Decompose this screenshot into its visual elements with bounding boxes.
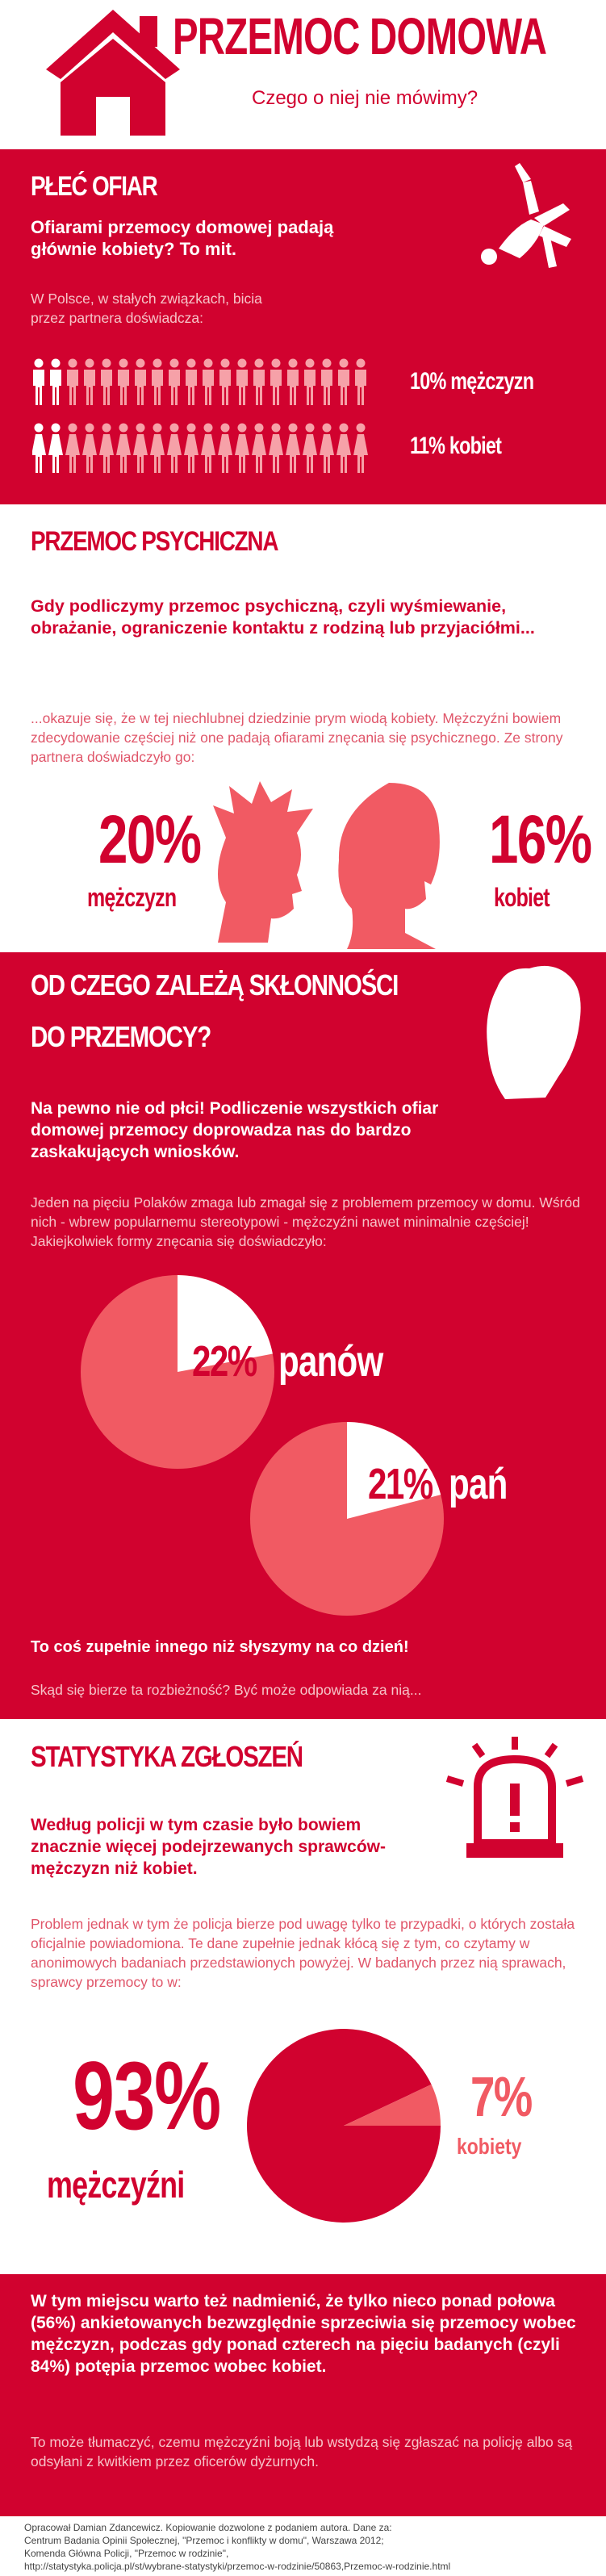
victims-heading: PŁEĆ OFIAR — [31, 171, 157, 202]
men-bicie-stat: 10% mężczyzn — [410, 368, 534, 395]
man-figure-icon — [118, 359, 129, 406]
reports-men-value: 93% — [73, 2042, 220, 2150]
psych-heading: PRZEMOC PSYCHICZNA — [31, 526, 278, 557]
man-figure-icon — [67, 359, 78, 406]
tendency-heading-line1: OD CZEGO ZALEŻĄ SKŁONNOŚCI — [31, 968, 399, 1002]
credits-link[interactable]: http://statystyka.policja.pl/st/wybrane-statystyki/przemoc-w-rodzinie/50863,Przemoc-w-rodzinie.html — [24, 2561, 451, 2572]
reports-body: Problem jednak w tym że policja bierze pod uwagę tylko te przypadki, o których została oficjalnie powiadomiona. Te dane zupełnie jednak kłócą się z tym, co czytamy w anonimowych badaniach przedstawionych powyżej. W badanych przez nią sprawach, sprawcy przemocy to w: — [31, 1916, 575, 1990]
woman-figure-icon — [320, 424, 334, 474]
tendency-women-value: 21% — [368, 1460, 433, 1508]
woman-figure-icon — [286, 424, 300, 474]
credits — [24, 2521, 589, 2573]
man-figure-icon — [203, 359, 214, 406]
man-figure-icon — [101, 359, 112, 406]
reports-men-label: mężczyźni — [47, 2164, 185, 2206]
tendency-heading-line2: DO PRZEMOCY? — [31, 1020, 211, 1053]
woman-figure-icon — [150, 424, 165, 474]
man-figure-icon — [270, 359, 282, 406]
tendency-men-label: panów — [278, 1337, 383, 1386]
man-figure-icon — [152, 359, 163, 406]
woman-figure-icon — [336, 424, 351, 474]
psych-lead: Gdy podliczymy przemoc psychiczną, czyli wyśmiewanie, obrażanie, ograniczenie kontaktu z rodziną lub przyjaciółmi... — [31, 596, 535, 638]
man-figure-icon — [236, 359, 248, 406]
woman-figure-icon — [133, 424, 148, 474]
reports-heading: STATYSTYKA ZGŁOSZEŃ — [31, 1740, 303, 1773]
women-pie-chart — [250, 1422, 444, 1616]
psych-men-value: 20% — [98, 801, 201, 877]
man-figure-icon — [338, 359, 349, 406]
credits-line: Komenda Główna Policji, "Przemoc w rodzinie", — [24, 2548, 229, 2559]
credits-line: Opracował Damian Zdancewicz. Kopiowanie dozwolone z podaniem autora. Dane za: — [24, 2522, 392, 2533]
women-pictogram-row — [32, 423, 371, 475]
man-figure-icon — [33, 359, 44, 406]
woman-figure-icon — [116, 424, 131, 474]
man-figure-icon — [304, 359, 316, 406]
psych-body: ...okazuje się, że w tej niechlubnej dziedzinie prym wiodą kobiety. Mężczyźni bowiem zdecydowanie częściej niż one padają ofiarami znęcania się psychicznego. Ze strony partnera doświadczyło go: — [31, 710, 563, 765]
falling-person-icon — [466, 161, 587, 282]
woman-figure-icon — [82, 424, 97, 474]
tendency-women-label: pań — [449, 1460, 508, 1508]
man-head-icon — [202, 781, 323, 943]
woman-figure-icon — [65, 424, 80, 474]
woman-figure-icon — [303, 424, 317, 474]
woman-figure-icon — [184, 424, 199, 474]
footer-lead: W tym miejscu warto też nadmienić, że tylko nieco ponad połowa (56%) ankietowanych bezwzględnie sprzeciwia się przemocy wobec mężczyzn, podczas gdy ponad czterech na pięciu badanych (czyli 84%) potępia przemoc wobec kobiet. — [31, 2292, 576, 2376]
fist-icon — [481, 956, 586, 1101]
footer-body: To może tłumaczyć, czemu mężczyźni boją lub wstydzą się zgłaszać na policję albo są odsyłani z kwitkiem przez oficerów dyżurnych. — [31, 2434, 573, 2469]
man-figure-icon — [135, 359, 146, 406]
reports-lead: Według policji w tym czasie było bowiem znacznie więcej podejrzewanych sprawców-mężczyzn niż kobiet. — [31, 1816, 386, 1878]
tendency-lead: Na pewno nie od płci! Podliczenie wszystkich ofiar domowej przemocy doprowadza nas do bardzo zaskakujących wniosków. — [31, 1099, 439, 1161]
woman-head-icon — [331, 780, 460, 949]
man-figure-icon — [50, 359, 61, 406]
psych-men-label: mężczyzn — [87, 883, 177, 912]
reports-women-value: 7% — [470, 2065, 532, 2128]
women-bicie-stat: 11% kobiet — [410, 433, 502, 459]
woman-figure-icon — [269, 424, 283, 474]
man-figure-icon — [186, 359, 197, 406]
woman-figure-icon — [201, 424, 215, 474]
woman-figure-icon — [99, 424, 114, 474]
man-figure-icon — [321, 359, 332, 406]
tendency-closing: Skąd się bierze ta rozbieżność? Być może odpowiada za nią... — [31, 1682, 422, 1698]
page-title: PRZEMOC DOMOWA — [173, 7, 547, 65]
man-figure-icon — [169, 359, 180, 406]
psych-women-label: kobiet — [494, 883, 550, 912]
victims-intro: W Polsce, w stałych związkach, bicia przez partnera doświadcza: — [31, 291, 262, 326]
woman-figure-icon — [235, 424, 249, 474]
man-figure-icon — [287, 359, 299, 406]
reports-women-label: kobiety — [457, 2134, 522, 2159]
house-icon — [44, 6, 182, 136]
psych-women-value: 16% — [489, 801, 591, 877]
man-figure-icon — [253, 359, 265, 406]
alarm-siren-icon — [442, 1733, 587, 1871]
woman-figure-icon — [353, 424, 368, 474]
woman-figure-icon — [167, 424, 182, 474]
men-pictogram-row — [32, 358, 371, 407]
woman-figure-icon — [48, 424, 63, 474]
page-subtitle: Czego o niej nie mówimy? — [252, 87, 479, 109]
tendency-closing-bold: To coś zupełnie innego niż słyszymy na co dzień! — [31, 1638, 409, 1656]
credits-line: Centrum Badania Opinii Społecznej, "Przemoc i konflikty w domu", Warszawa 2012; — [24, 2535, 384, 2546]
tendency-men-value: 22% — [192, 1337, 257, 1386]
tendency-body: Jeden na pięciu Polaków zmaga lub zmagał się z problemem przemocy w domu. Wśród nich - wbrew popularnemu stereotypowi - mężczyźni nawet minimalnie częściej! Jakiejkolwiek formy znęcania się doświadczyło: — [31, 1194, 580, 1249]
woman-figure-icon — [32, 424, 46, 474]
man-figure-icon — [219, 359, 231, 406]
reports-pie-chart — [247, 2029, 441, 2223]
victims-lead: Ofiarami przemocy domowej padają głównie kobiety? To mit. — [31, 217, 334, 259]
man-figure-icon — [355, 359, 366, 406]
man-figure-icon — [84, 359, 95, 406]
woman-figure-icon — [252, 424, 266, 474]
woman-figure-icon — [218, 424, 232, 474]
